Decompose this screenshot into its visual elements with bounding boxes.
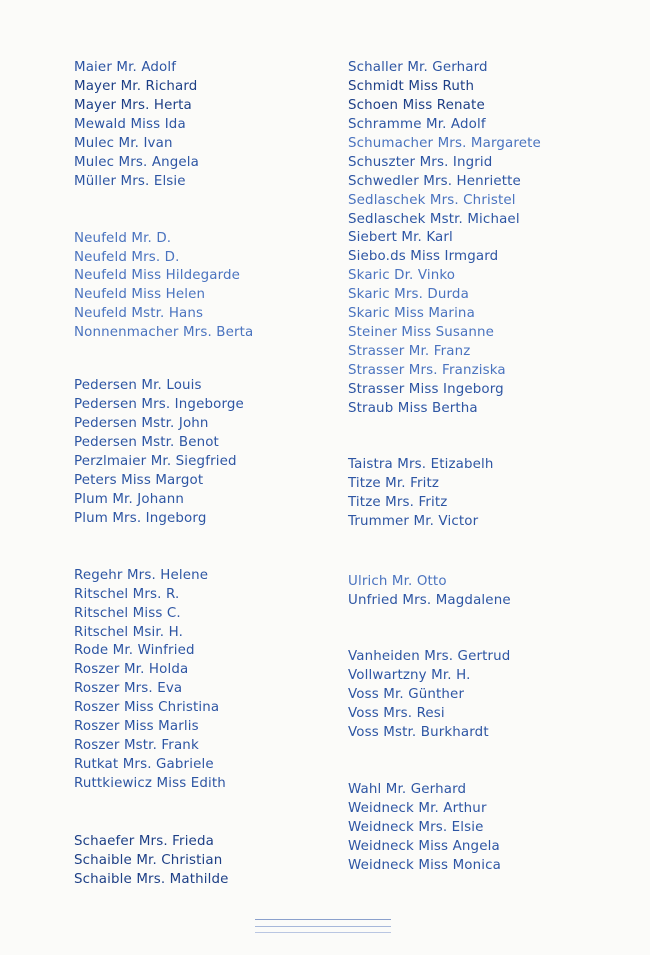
name-entry: Neufeld Mrs. D.: [74, 249, 180, 265]
name-entry: Ritschel Mrs. R.: [74, 586, 180, 602]
name-group-s-continued: [348, 59, 648, 419]
footer-rule: [255, 932, 391, 933]
name-entry: Unfried Mrs. Magdalene: [348, 592, 511, 608]
name-group-v: [348, 648, 648, 743]
name-entry: Weidneck Mrs. Elsie: [348, 820, 484, 835]
name-entry: Rode Mr. Winfried: [74, 643, 195, 659]
name-entry: Pedersen Mrs. Ingeborge: [74, 397, 244, 413]
name-entry: Skaric Dr. Vinko: [348, 268, 456, 284]
name-entry: Mulec Mr. Ivan: [74, 135, 173, 151]
left-name-column: [74, 59, 374, 890]
name-entry: Regehr Mrs. Helene: [74, 567, 209, 583]
name-entry: Ruttkiewicz Miss Edith: [74, 776, 226, 791]
name-entry: Siebo.ds Miss Irmgard: [348, 249, 499, 265]
name-entry: Wahl Mr. Gerhard: [348, 782, 467, 798]
name-entry: Neufeld Mr. D.: [74, 230, 172, 246]
name-entry: Ritschel Miss C.: [74, 605, 181, 621]
name-entry: Mewald Miss Ida: [74, 116, 186, 132]
name-group-t: [348, 456, 648, 532]
name-entry: Schmidt Miss Ruth: [348, 78, 475, 94]
name-entry: Weidneck Miss Monica: [348, 857, 502, 873]
right-name-column: [348, 59, 648, 876]
name-entry: Perzlmaier Mr. Siegfried: [74, 453, 237, 469]
name-entry: Skaric Mrs. Durda: [348, 287, 469, 303]
name-entry: Neufeld Mstr. Hans: [74, 306, 204, 322]
name-entry: Schaible Mrs. Mathilde: [74, 871, 229, 887]
name-entry: Skaric Miss Marina: [348, 306, 475, 322]
name-entry: Voss Mstr. Burkhardt: [348, 725, 489, 741]
name-entry: Taistra Mrs. Etizabelh: [348, 456, 494, 472]
name-entry: Schaefer Mrs. Frieda: [74, 833, 214, 849]
name-entry: Nonnenmacher Mrs. Berta: [74, 325, 254, 341]
name-group-r: [74, 567, 374, 794]
name-group-s: [74, 833, 374, 890]
name-entry: Schaller Mr. Gerhard: [348, 60, 488, 75]
name-entry: Voss Mr. Günther: [348, 687, 465, 703]
name-entry: Mayer Mr. Richard: [74, 78, 198, 94]
footer-rule: [255, 926, 391, 927]
name-entry: Roszer Mrs. Eva: [74, 681, 183, 697]
name-entry: Roszer Miss Marlis: [74, 719, 199, 735]
name-entry: Schaible Mr. Christian: [74, 852, 223, 868]
name-entry: Mayer Mrs. Herta: [74, 97, 192, 113]
name-entry: Vollwartzny Mr. H.: [348, 668, 471, 684]
name-entry: Schumacher Mrs. Margarete: [348, 135, 541, 151]
name-group-m: [74, 59, 374, 192]
name-entry: Schuszter Mrs. Ingrid: [348, 154, 493, 170]
name-entry: Neufeld Miss Helen: [74, 287, 206, 303]
name-entry: Pedersen Mstr. Benot: [74, 435, 219, 450]
name-entry: Peters Miss Margot: [74, 472, 204, 488]
name-entry: Roszer Mstr. Frank: [74, 738, 199, 754]
name-entry: Strasser Mr. Franz: [348, 344, 471, 360]
name-entry: Titze Mrs. Fritz: [348, 494, 448, 510]
name-entry: Pedersen Mr. Louis: [74, 378, 202, 394]
name-entry: Straub Miss Bertha: [348, 400, 478, 416]
name-entry: Siebert Mr. Karl: [348, 230, 453, 246]
name-group-n: [74, 230, 374, 344]
name-entry: Strasser Mrs. Franziska: [348, 363, 506, 378]
name-entry: Vanheiden Mrs. Gertrud: [348, 649, 511, 665]
name-entry: Weidneck Mr. Arthur: [348, 801, 487, 817]
name-entry: Roszer Miss Christina: [74, 700, 220, 716]
name-entry: Weidneck Miss Angela: [348, 838, 500, 854]
name-entry: Ulrich Mr. Otto: [348, 573, 447, 589]
name-entry: Schwedler Mrs. Henriette: [348, 173, 521, 189]
name-entry: Strasser Miss Ingeborg: [348, 381, 504, 397]
name-entry: Mulec Mrs. Angela: [74, 154, 200, 170]
name-entry: Sedlaschek Mstr. Michael: [348, 211, 520, 227]
name-group-p: [74, 377, 374, 529]
name-entry: Müller Mrs. Elsie: [74, 173, 186, 189]
footer-rule: [255, 919, 391, 920]
name-entry: Sedlaschek Mrs. Christel: [348, 192, 516, 208]
name-entry: Maier Mr. Adolf: [74, 60, 177, 75]
name-entry: Ritschel Msir. H.: [74, 624, 183, 640]
name-entry: Trummer Mr. Victor: [348, 513, 479, 529]
name-entry: Rutkat Mrs. Gabriele: [74, 757, 214, 773]
name-entry: Steiner Miss Susanne: [348, 325, 495, 341]
name-entry: Roszer Mr. Holda: [74, 662, 189, 678]
name-entry: Schoen Miss Renate: [348, 97, 485, 113]
name-group-w: [348, 781, 648, 876]
name-group-u: [348, 573, 648, 611]
name-entry: Schramme Mr. Adolf: [348, 116, 486, 132]
name-entry: Plum Mr. Johann: [74, 491, 184, 507]
name-entry: Titze Mr. Fritz: [348, 475, 440, 491]
name-entry: Voss Mrs. Resi: [348, 706, 445, 722]
name-entry: Neufeld Miss Hildegarde: [74, 268, 241, 284]
name-entry: Pedersen Mstr. John: [74, 416, 209, 432]
name-entry: Plum Mrs. Ingeborg: [74, 510, 207, 526]
